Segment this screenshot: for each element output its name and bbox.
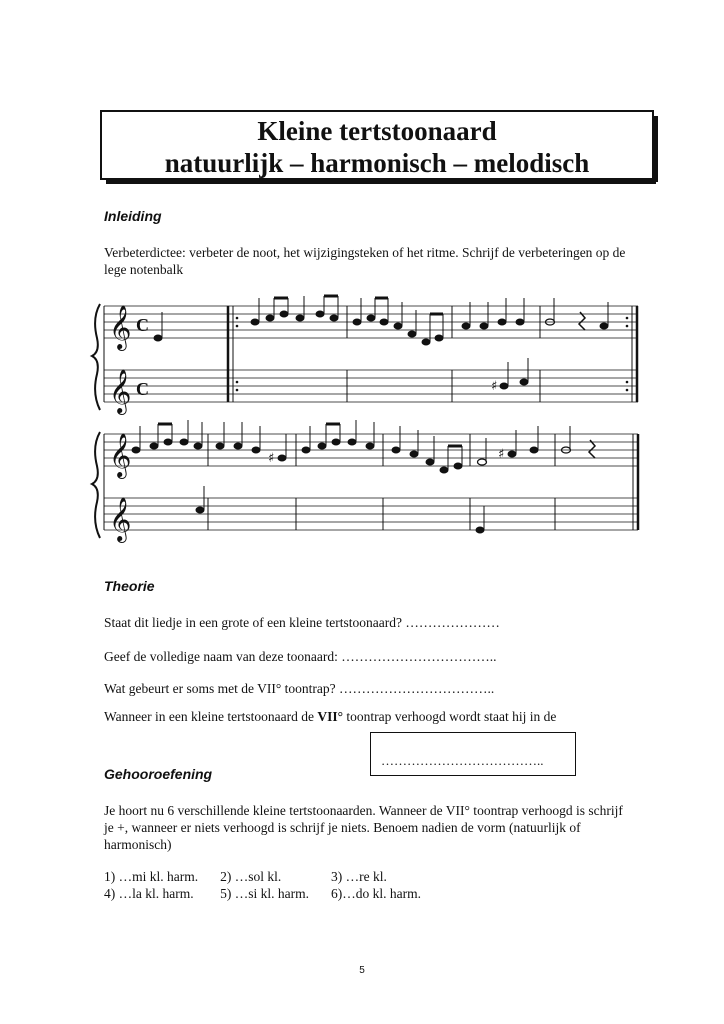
title-line-2: natuurlijk – harmonisch – melodisch: [164, 148, 590, 178]
staff-1-upper: [104, 306, 638, 338]
brace-1: [92, 304, 100, 410]
option-5: 5) …si kl. harm.: [220, 886, 309, 901]
notes-2-lower: [196, 486, 484, 533]
q4-suffix: toontrap verhoogd wordt staat hij in de: [342, 709, 557, 724]
page-number: 5: [359, 965, 365, 976]
theorie-q1: Staat dit liedje in een grote of een kleine tertstoonaard? …………………: [104, 615, 500, 630]
q4-prefix: Wanneer in een kleine tertstoonaard de: [104, 709, 318, 724]
treble-clef-2a: 𝄞: [109, 433, 132, 477]
treble-clef-2b: 𝄞: [109, 497, 132, 541]
option-6: 6)…do kl. harm.: [331, 886, 421, 901]
theorie-q2: Geef de volledige naam van deze toonaard: ……………………………..: [104, 649, 497, 664]
answer-options: [104, 868, 443, 902]
sharp-2b: ♯: [498, 447, 505, 462]
system-2: [92, 420, 638, 543]
theorie-q4: [104, 708, 556, 725]
gehoor-text: Je hoort nu 6 verschillende kleine tertstoonaarden. Wanneer de VII° toontrap verhoogd is schrijf je +, wanneer er niets verhoogd is schrijf je niets. Benoem nadien de vorm (natuurlijk of harmonisch): [104, 803, 623, 852]
sharp-2a: ♯: [268, 451, 275, 466]
treble-clef-1a: 𝄞: [109, 305, 132, 349]
option-2: 2) …sol kl.: [220, 869, 282, 884]
treble-clef-1b: 𝄞: [109, 369, 132, 413]
heading-gehooroefening: Gehooroefening: [104, 766, 213, 782]
time-sig-1a: C: [136, 315, 149, 335]
heading-theorie: Theorie: [104, 578, 155, 594]
system-1: [92, 296, 638, 415]
brace-2: [92, 432, 100, 538]
answer-box[interactable]: [370, 732, 576, 776]
answer-box-dots: ………………………………..: [381, 753, 544, 768]
sharp-1: ♯: [491, 379, 498, 394]
option-4: 4) …la kl. harm.: [104, 886, 194, 901]
option-1: 1) …mi kl. harm.: [104, 869, 199, 884]
inleiding-text: Verbeterdictee: verbeter de noot, het wijzigingsteken of het ritme. Schrijf de verbeteringen op de lege notenbalk: [104, 245, 626, 277]
title-line-1: Kleine tertstoonaard: [257, 116, 497, 146]
theorie-q3: Wat gebeurt er soms met de VII° toontrap? ……………………………..: [104, 681, 495, 696]
staff-2-lower: [104, 498, 638, 530]
q4-bold: VII°: [317, 709, 343, 724]
time-sig-1b: C: [136, 379, 149, 399]
heading-inleiding: Inleiding: [104, 208, 162, 224]
option-3: 3) …re kl.: [331, 869, 387, 884]
staff-1-lower: [104, 370, 638, 402]
notes-2-upper: [132, 420, 595, 473]
notes-1-lower: [500, 358, 528, 389]
